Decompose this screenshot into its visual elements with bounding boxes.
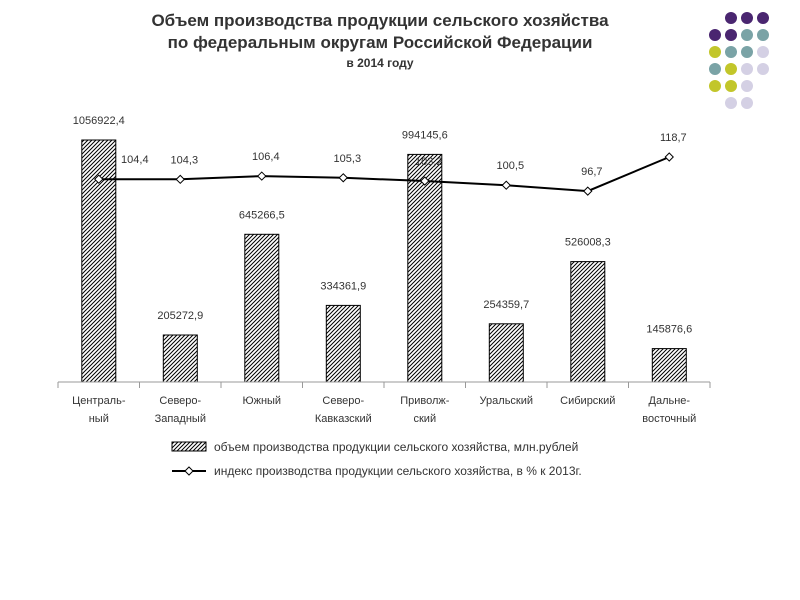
index-value-label: 118,7 <box>659 132 687 144</box>
bar <box>163 335 197 382</box>
bar-value-label: 994145,6 <box>401 129 448 142</box>
index-value-label: 100,5 <box>496 160 525 173</box>
index-marker <box>665 153 673 161</box>
bar-value-label: 145876,6 <box>646 323 693 336</box>
bar-value-label: 645266,5 <box>238 209 285 222</box>
category-label: Западный <box>154 413 206 425</box>
chart-title-line-2: по федеральным округам Российской Федерации <box>167 33 593 52</box>
bar-value-label: 526008,3 <box>564 236 611 249</box>
bar <box>326 305 360 382</box>
category-label: Дальне- <box>648 395 691 407</box>
index-line-layer <box>95 132 687 195</box>
index-value-label: 104,3 <box>170 154 199 167</box>
index-marker <box>258 172 266 180</box>
category-label: Сибирский <box>560 395 616 407</box>
category-label: Приволж- <box>400 395 450 407</box>
index-marker <box>502 181 510 189</box>
bar-value-label: 1056922,4 <box>72 115 125 127</box>
bars-layer <box>73 115 692 382</box>
x-axis <box>58 382 710 425</box>
bar <box>245 234 279 382</box>
chart-title-line-1: Объем производства продукции сельского хозяйства <box>151 11 609 30</box>
legend-swatch-marker <box>185 467 193 475</box>
bar <box>408 154 442 382</box>
category-label: ный <box>88 413 109 425</box>
index-value-label: 106,4 <box>252 151 280 164</box>
index-value-label: 103,2 <box>415 156 443 168</box>
legend-label-line: индекс производства продукции сельского хозяйства, в % к 2013г. <box>214 464 582 478</box>
index-marker <box>339 174 347 182</box>
legend-swatch-bars <box>172 442 206 451</box>
legend <box>172 440 582 478</box>
legend-label-bars: объем производства продукции сельского хозяйства, млн.рублей <box>214 440 579 454</box>
bar <box>652 349 686 382</box>
bar-value-label: 205272,9 <box>157 310 204 322</box>
category-label: Северо- <box>159 395 202 407</box>
index-marker <box>176 175 184 183</box>
chart-subtitle: в 2014 году <box>346 56 414 70</box>
bar <box>571 262 605 382</box>
category-label: Северо- <box>322 395 365 407</box>
category-label: Кавказский <box>314 413 372 425</box>
category-label: Уральский <box>479 395 534 407</box>
category-label: ский <box>413 413 437 425</box>
bar-value-label: 334361,9 <box>320 280 367 293</box>
category-label: Южный <box>242 395 282 407</box>
index-value-label: 104,4 <box>121 154 149 167</box>
index-value-label: 105,3 <box>333 152 362 165</box>
category-label: восточный <box>642 413 697 425</box>
bar-value-label: 254359,7 <box>483 298 530 311</box>
bar <box>489 324 523 382</box>
category-label: Централь- <box>72 395 126 407</box>
index-marker <box>584 187 592 195</box>
index-value-label: 96,7 <box>581 166 603 179</box>
